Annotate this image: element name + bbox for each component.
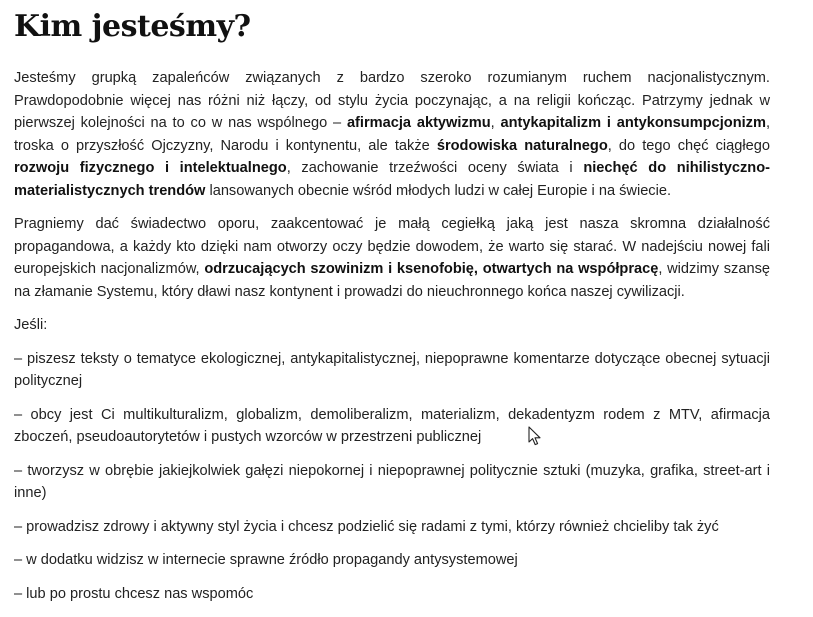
body-text: , widzimy szansę na złamanie Systemu, który dławi nasz kontynent i prowadzi do nieuchronnego końca naszej cywilizacji. — [14, 261, 770, 300]
condition-item — [14, 460, 770, 505]
emphasis-text: środowiska naturalnego — [436, 137, 608, 154]
condition-item — [14, 583, 770, 606]
body-text: , zachowanie trzeźwości oceny świata i — [286, 160, 584, 176]
body-text: , — [490, 115, 501, 131]
body-text: – lub po prostu chcesz nas wspomóc — [14, 585, 254, 602]
body-text: , troska o przyszłość Ojczyzny, Narodu i kontynentu, ale także — [14, 115, 770, 154]
body-text: Jeśli: — [14, 317, 48, 333]
article — [14, 0, 770, 605]
body-text: – prowadzisz zdrowy i aktywny styl życia i chcesz podzielić się radami z tymi, którzy również chcieliby tak żyć — [14, 518, 719, 535]
emphasis-text: antykapitalizm i antykonsumpcjonizm — [500, 115, 766, 131]
conditions-heading — [14, 314, 770, 337]
intro-paragraph — [14, 67, 770, 202]
page-title: Kim jesteśmy? — [14, 9, 251, 44]
emphasis-text: niechęć do nihilistyczno-materialistycznych trendów — [14, 160, 770, 199]
article-body — [14, 67, 770, 605]
body-text: – w dodatku widzisz w internecie sprawne źródło propagandy antysystemowej — [14, 552, 518, 568]
emphasis-text: afirmacja aktywizmu — [346, 115, 491, 131]
body-text: , do tego chęć ciągłego — [607, 137, 770, 154]
condition-item — [14, 404, 770, 449]
condition-item — [14, 549, 770, 572]
mission-paragraph — [14, 213, 770, 303]
emphasis-text: rozwoju fizycznego i intelektualnego — [14, 160, 287, 176]
condition-item — [14, 516, 770, 539]
body-text: Jesteśmy grupką zapaleńców związanych z bardzo szeroko rozumianym ruchem nacjonalistycznym. Prawdopodobnie więcej nas różni niż łączy, od stylu życia poczynając, a na religii kończąc. Patrzymy jednak w pierwszej kolejności na to co w nas wspólnego – — [14, 70, 770, 131]
body-text: – obcy jest Ci multikulturalizm, globalizm, demoliberalizm, materializm, dekadentyzm rodem z MTV, afirmacja zboczeń, pseudoautorytetów i pustych wzorców w przestrzeni publicznej — [14, 406, 770, 445]
body-text: lansowanych obecnie wśród młodych ludzi w całej Europie i na świecie. — [205, 182, 672, 199]
mouse-pointer-icon — [528, 426, 542, 446]
condition-item — [14, 348, 770, 393]
body-text: Pragniemy dać świadectwo oporu, zaakcentować je małą cegiełką jaką jest nasza skromna działalność propagandowa, a każdy kto dzięki nam otworzy oczy będzie dowodem, że warto się starać. W nadejściu nowej fali europejskich nacjonalizmów, — [14, 216, 770, 277]
emphasis-text: odrzucających szowinizm i ksenofobię, otwartych na współpracę — [204, 261, 659, 277]
body-text: – tworzysz w obrębie jakiejkolwiek gałęzi niepokornej i niepoprawnej politycznie sztuki (muzyka, grafika, street-art i inne) — [14, 462, 770, 501]
body-text: – piszesz teksty o tematyce ekologicznej, antykapitalistycznej, niepoprawne komentarze dotyczące obecnej sytuacji politycznej — [14, 350, 770, 389]
